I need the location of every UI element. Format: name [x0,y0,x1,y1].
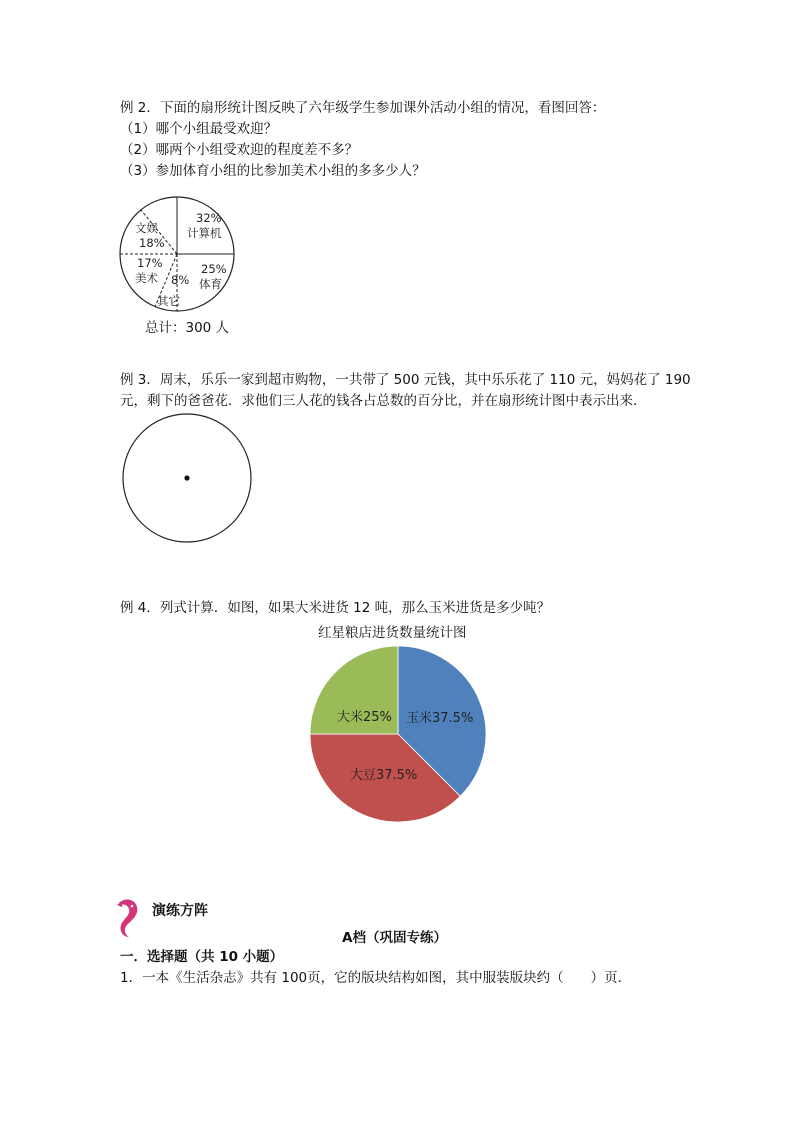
ex2-total: 总计：300 人 [145,320,230,336]
ex2-question-3: （3）参加体育小组的比参加美术小组的多多少人？ [120,163,426,179]
slice-label-soybean: 大豆37.5% [350,768,418,783]
ex3-line-1: 例 3．周末，乐乐一家到超市购物，一共带了 500 元钱，其中乐乐花了 110 元，妈妈花了 190 [120,372,691,388]
slice-label-entertainment-pct: 18% [139,236,165,250]
slice-label-computer-pct: 32% [196,211,222,225]
grain-pie-chart [300,640,495,830]
section-heading: 演练方阵 [152,903,208,919]
blank-pie-circle [120,413,256,543]
slice-label-rice: 大米25% [337,710,392,725]
slice-label-entertainment: 文娱 [135,221,158,235]
slice-label-other: 其它 [157,294,180,308]
dolphin-icon [113,895,141,939]
slice-label-sports-pct: 25% [201,262,227,276]
ex2-question-1: （1）哪个小组最受欢迎？ [120,121,278,137]
blank-circle-center [184,475,189,480]
grain-chart-title: 红星粮店进货数量统计图 [318,625,467,641]
section-question-1: 1．一本《生活杂志》共有 100页，它的版块结构如图，其中服装版块约（ ）页． [120,970,632,986]
slice-label-other-pct: 8% [171,273,190,287]
slice-label-art-pct: 17% [137,256,163,270]
ex2-title: 例 2．下面的扇形统计图反映了六年级学生参加课外活动小组的情况，看图回答： [120,100,606,116]
slice-label-computer: 计算机 [187,226,222,240]
slice-label-corn: 玉米37.5% [406,711,474,726]
part-heading: 一．选择题（共 10 小题） [120,949,284,965]
activity-pie-chart [115,192,245,317]
ex2-question-2: （2）哪两个小组受欢迎的程度差不多？ [120,142,359,158]
ex3-line-2: 元，剩下的爸爸花．求他们三人花的钱各占总数的百分比，并在扇形统计图中表示出来． [120,393,647,409]
slice-label-sports: 体育 [199,277,222,291]
ex4-title: 例 4．列式计算．如图，如果大米进货 12 吨，那么玉米进货是多少吨？ [120,600,551,616]
level-heading: A档（巩固专练） [342,930,447,946]
slice-label-art: 美术 [135,271,158,285]
